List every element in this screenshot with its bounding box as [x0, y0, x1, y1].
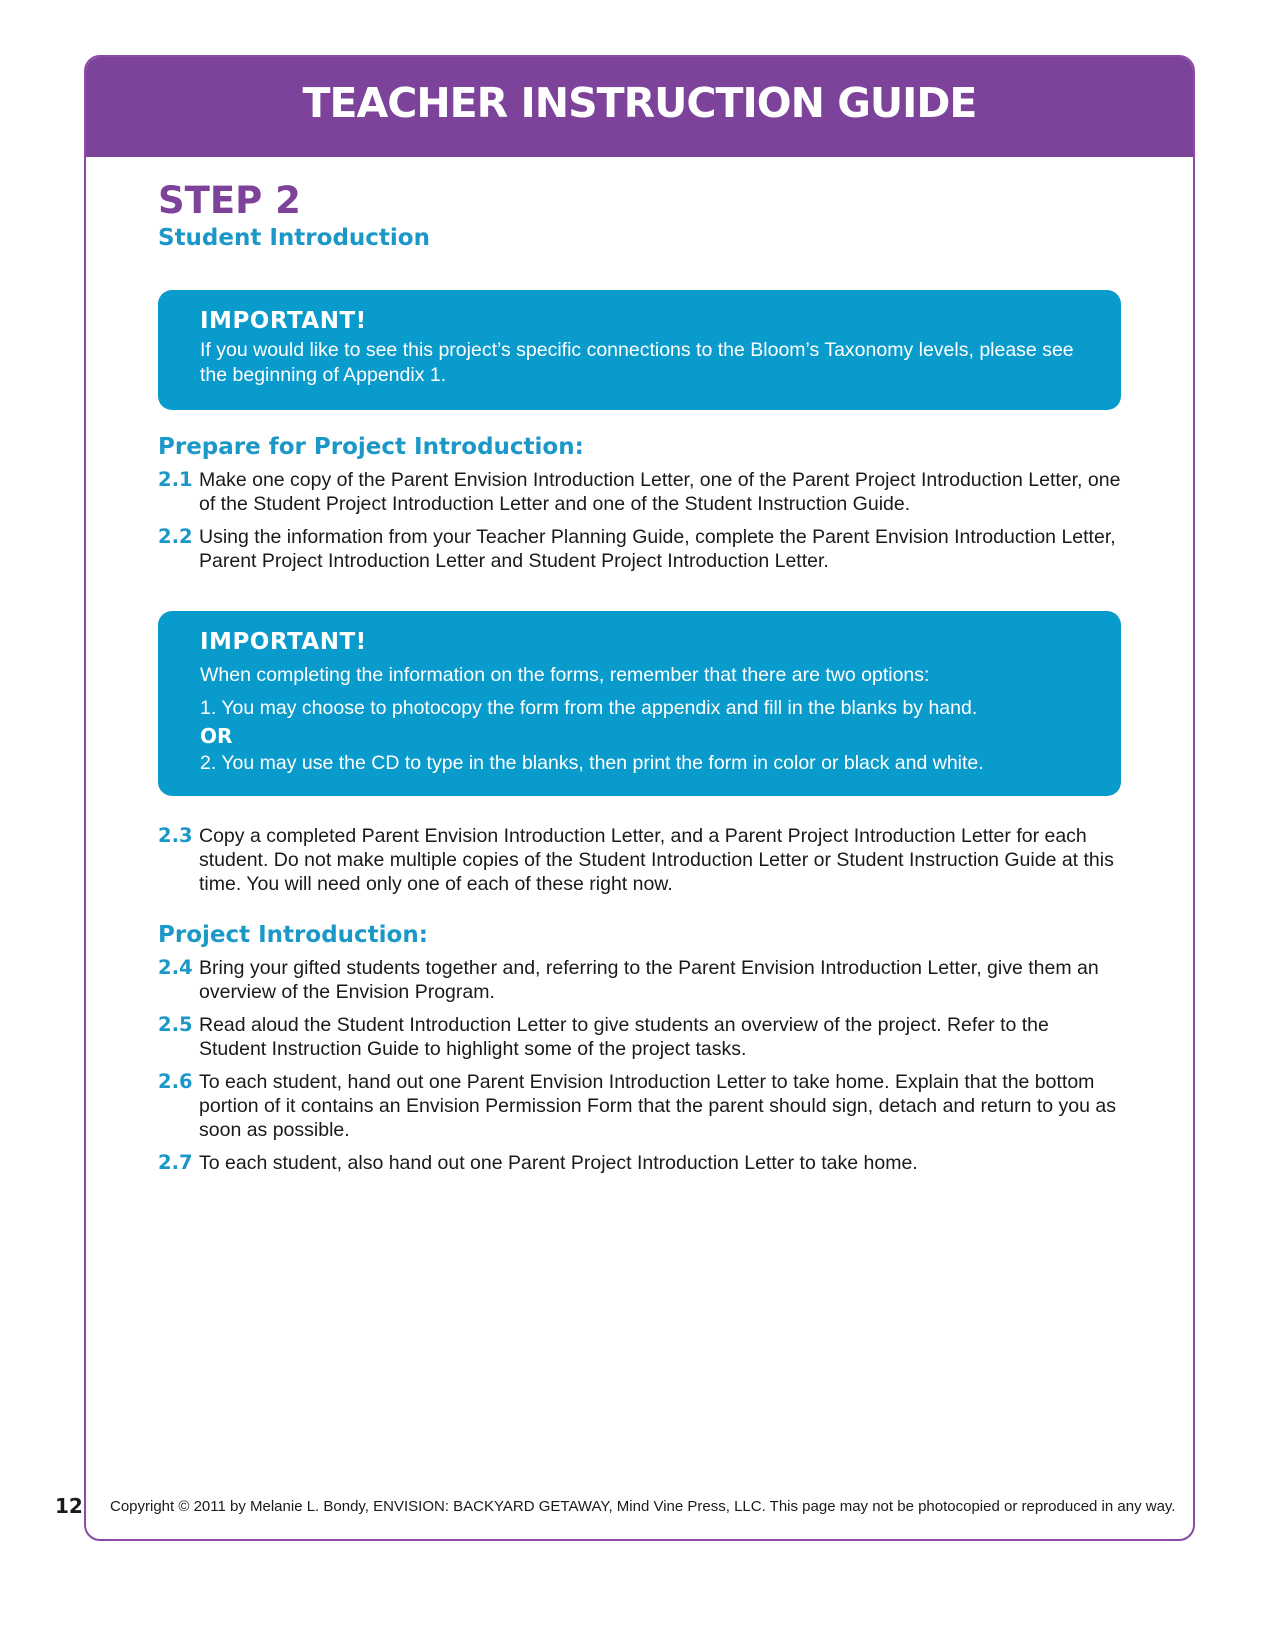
copyright-notice: Copyright © 2011 by Melanie L. Bondy, ENVISION: BACKYARD GETAWAY, Mind Vine Press, LLC. This page may not be photocopied or reproduced in any way.	[110, 1498, 1176, 1515]
item-text: To each student, also hand out one Parent Project Introduction Letter to take home.	[199, 1152, 918, 1174]
list-item	[158, 468, 1121, 516]
section-heading-prepare: Prepare for Project Introduction:	[158, 434, 584, 460]
note-text: If you would like to see this project’s specific connections to the Bloom’s Taxonomy levels, please see the beginning of Appendix 1.	[200, 339, 1074, 386]
list-item	[158, 824, 1121, 896]
step-subtitle: Student Introduction	[158, 225, 430, 251]
page-number: 12	[55, 1494, 83, 1518]
note-title: IMPORTANT!	[200, 629, 367, 655]
main-content	[158, 157, 1121, 1175]
note-or: OR	[200, 724, 233, 748]
list-item	[158, 1151, 1121, 1175]
page-frame	[84, 55, 1195, 1541]
page-footer	[0, 1490, 1269, 1530]
page-title: TEACHER INSTRUCTION GUIDE	[302, 79, 977, 127]
important-note-forms	[158, 611, 1121, 796]
list-item	[158, 956, 1121, 1004]
important-note-bloom	[158, 290, 1121, 410]
item-number: 2.6	[158, 1070, 193, 1093]
item-text: To each student, hand out one Parent Envision Introduction Letter to take home. Explain that the bottom portion of it contains an Envision Permission Form that the parent should sign, detach and return to you as soon as possible.	[199, 1071, 1117, 1141]
item-text: Read aloud the Student Introduction Letter to give students an overview of the project. Refer to the Student Instruction Guide to highlight some of the project tasks.	[199, 1014, 1049, 1060]
section-heading-introduction: Project Introduction:	[158, 922, 428, 948]
list-item	[158, 1070, 1121, 1142]
item-number: 2.2	[158, 525, 193, 548]
item-text: Copy a completed Parent Envision Introduction Letter, and a Parent Project Introduction Letter for each student. Do not make multiple copies of the Student Introduction Letter or Student Instruction Guide at this time. You will need only one of each of these right now.	[199, 825, 1114, 895]
item-number: 2.4	[158, 956, 193, 979]
item-number: 2.7	[158, 1151, 193, 1174]
item-number: 2.1	[158, 468, 193, 491]
note-title: IMPORTANT!	[200, 308, 367, 334]
note-option-1: 1. You may choose to photocopy the form from the appendix and fill in the blanks by hand.	[200, 697, 978, 719]
item-text: Bring your gifted students together and, referring to the Parent Envision Introduction Letter, give them an overview of the Envision Program.	[199, 957, 1099, 1003]
list-item	[158, 525, 1121, 573]
step-title: STEP 2	[158, 179, 301, 222]
item-text: Using the information from your Teacher Planning Guide, complete the Parent Envision Introduction Letter, Parent Project Introduction Letter and Student Project Introduction Letter.	[199, 526, 1116, 572]
list-item	[158, 1013, 1121, 1061]
header-banner	[86, 57, 1193, 157]
item-number: 2.3	[158, 824, 193, 847]
note-intro: When completing the information on the forms, remember that there are two options:	[200, 664, 930, 686]
item-text: Make one copy of the Parent Envision Introduction Letter, one of the Parent Project Introduction Letter, one of the Student Project Introduction Letter and one of the Student Instruction Guide.	[199, 469, 1121, 515]
note-option-2: 2. You may use the CD to type in the blanks, then print the form in color or black and white.	[200, 752, 984, 774]
item-number: 2.5	[158, 1013, 193, 1036]
